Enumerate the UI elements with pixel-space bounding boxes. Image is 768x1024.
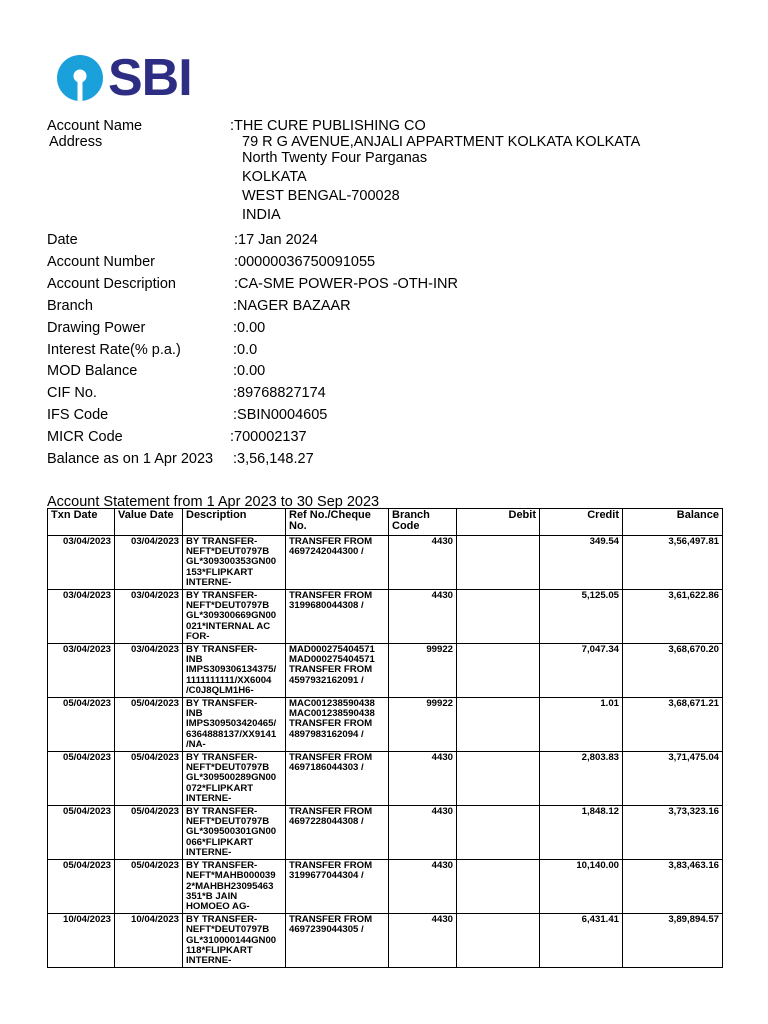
debit — [457, 806, 540, 860]
txn-date: 10/04/2023 — [48, 914, 115, 968]
balance: 3,73,323.16 — [623, 806, 723, 860]
debit — [457, 536, 540, 590]
debit — [457, 590, 540, 644]
debit — [457, 914, 540, 968]
description: BY TRANSFER- NEFT*DEUT0797B GL*310000144GN00 118*FLIPKART INTERNE- — [183, 914, 286, 968]
header-value-date: Value Date — [115, 509, 183, 536]
sbi-logo — [56, 49, 192, 107]
date-value: :17 Jan 2024 — [234, 232, 318, 248]
account-number-value: :00000036750091055 — [234, 254, 376, 270]
txn-date: 05/04/2023 — [48, 860, 115, 914]
table-row — [48, 860, 723, 914]
balance: 3,71,475.04 — [623, 752, 723, 806]
value-date: 10/04/2023 — [115, 914, 183, 968]
branch-code: 99922 — [389, 698, 457, 752]
header-debit: Debit — [457, 509, 540, 536]
cif-no-label: CIF No. — [47, 385, 97, 401]
mod-balance-label: MOD Balance — [47, 363, 138, 379]
interest-rate-value: :0.0 — [233, 342, 258, 358]
sbi-logo-text: SBI — [108, 49, 192, 107]
description: BY TRANSFER- INB IMPS309306134375/ 1111111111/XX6004 /C0J8QLM1H6- — [183, 644, 286, 698]
debit — [457, 644, 540, 698]
branch-code: 4430 — [389, 914, 457, 968]
ref-no: TRANSFER FROM 3199680044308 / — [286, 590, 389, 644]
txn-date: 05/04/2023 — [48, 698, 115, 752]
value-date: 05/04/2023 — [115, 860, 183, 914]
value-date: 05/04/2023 — [115, 698, 183, 752]
txn-date: 03/04/2023 — [48, 590, 115, 644]
debit — [457, 752, 540, 806]
table-row — [48, 752, 723, 806]
ref-no: TRANSFER FROM 4697242044300 / — [286, 536, 389, 590]
branch-code: 4430 — [389, 536, 457, 590]
account-name-value: :THE CURE PUBLISHING CO — [230, 118, 426, 134]
description: BY TRANSFER- NEFT*DEUT0797B GL*309500301GN00 066*FLIPKART INTERNE- — [183, 806, 286, 860]
header-ref-no: Ref No./Cheque No. — [286, 509, 389, 536]
credit: 2,803.83 — [540, 752, 623, 806]
value-date: 05/04/2023 — [115, 806, 183, 860]
drawing-power-value: :0.00 — [233, 320, 266, 336]
interest-rate-label: Interest Rate(% p.a.) — [47, 342, 181, 358]
account-description-value: :CA-SME POWER-POS -OTH-INR — [234, 276, 458, 292]
credit: 10,140.00 — [540, 860, 623, 914]
txn-date: 05/04/2023 — [48, 806, 115, 860]
account-name-label: Account Name — [47, 118, 143, 134]
balance: 3,56,497.81 — [623, 536, 723, 590]
ref-no: TRANSFER FROM 4697228044308 / — [286, 806, 389, 860]
balance: 3,68,671.21 — [623, 698, 723, 752]
ref-no: TRANSFER FROM 4697186044303 / — [286, 752, 389, 806]
txn-date: 05/04/2023 — [48, 752, 115, 806]
branch-code: 4430 — [389, 752, 457, 806]
table-row — [48, 644, 723, 698]
ref-no: TRANSFER FROM 3199677044304 / — [286, 860, 389, 914]
ref-no: TRANSFER FROM 4697239044305 / — [286, 914, 389, 968]
credit: 1.01 — [540, 698, 623, 752]
mod-balance-value: :0.00 — [233, 363, 266, 379]
header-txn-date: Txn Date — [48, 509, 115, 536]
account-description-label: Account Description — [47, 276, 176, 292]
address-line-3: KOLKATA — [242, 169, 307, 185]
table-row — [48, 590, 723, 644]
table-row — [48, 698, 723, 752]
description: BY TRANSFER- NEFT*MAHB000039 2*MAHBH23095463 351*B JAIN HOMOEO AG- — [183, 860, 286, 914]
header-description: Description — [183, 509, 286, 536]
ifs-code-value: :SBIN0004605 — [233, 407, 328, 423]
address-line-1: 79 R G AVENUE,ANJALI APPARTMENT KOLKATA KOLKATA — [242, 134, 641, 150]
micr-code-value: :700002137 — [230, 429, 307, 445]
credit: 349.54 — [540, 536, 623, 590]
txn-date: 03/04/2023 — [48, 644, 115, 698]
branch-label: Branch — [47, 298, 93, 314]
balance: 3,68,670.20 — [623, 644, 723, 698]
credit: 1,848.12 — [540, 806, 623, 860]
table-row — [48, 536, 723, 590]
table-row — [48, 914, 723, 968]
description: BY TRANSFER- INB IMPS309503420465/ 6364888137/XX9141 /NA- — [183, 698, 286, 752]
debit — [457, 860, 540, 914]
ifs-code-label: IFS Code — [47, 407, 109, 423]
micr-code-label: MICR Code — [47, 429, 123, 445]
ref-no: MAD000275404571 MAD000275404571 TRANSFER FROM 4597932162091 / — [286, 644, 389, 698]
description: BY TRANSFER- NEFT*DEUT0797B GL*309500289GN00 072*FLIPKART INTERNE- — [183, 752, 286, 806]
table-row — [48, 806, 723, 860]
statement-title: Account Statement from 1 Apr 2023 to 30 Sep 2023 — [47, 494, 380, 510]
opening-balance-value: :3,56,148.27 — [233, 451, 314, 467]
description: BY TRANSFER- NEFT*DEUT0797B GL*309300669GN00 021*INTERNAL AC FOR- — [183, 590, 286, 644]
header-credit: Credit — [540, 509, 623, 536]
branch-code: 4430 — [389, 860, 457, 914]
credit: 5,125.05 — [540, 590, 623, 644]
txn-date: 03/04/2023 — [48, 536, 115, 590]
drawing-power-label: Drawing Power — [47, 320, 146, 336]
address-line-4: WEST BENGAL-700028 — [242, 188, 400, 204]
cif-no-value: :89768827174 — [233, 385, 326, 401]
header-branch-code: Branch Code — [389, 509, 457, 536]
value-date: 03/04/2023 — [115, 536, 183, 590]
balance: 3,61,622.86 — [623, 590, 723, 644]
date-label: Date — [47, 232, 78, 248]
credit: 7,047.34 — [540, 644, 623, 698]
branch-code: 99922 — [389, 644, 457, 698]
transactions-table — [47, 508, 723, 968]
address-line-5: INDIA — [242, 207, 281, 223]
value-date: 03/04/2023 — [115, 644, 183, 698]
balance: 3,83,463.16 — [623, 860, 723, 914]
credit: 6,431.41 — [540, 914, 623, 968]
opening-balance-label: Balance as on 1 Apr 2023 — [47, 451, 214, 467]
branch-value: :NAGER BAZAAR — [233, 298, 351, 314]
table-header-row — [48, 509, 723, 536]
value-date: 05/04/2023 — [115, 752, 183, 806]
header-balance: Balance — [623, 509, 723, 536]
account-number-label: Account Number — [47, 254, 155, 270]
address-line-2: North Twenty Four Parganas — [242, 150, 428, 166]
branch-code: 4430 — [389, 590, 457, 644]
address-label: Address — [49, 134, 103, 150]
sbi-keyhole-circle-icon — [56, 54, 104, 102]
balance: 3,89,894.57 — [623, 914, 723, 968]
description: BY TRANSFER- NEFT*DEUT0797B GL*309300353GN00 153*FLIPKART INTERNE- — [183, 536, 286, 590]
debit — [457, 698, 540, 752]
branch-code: 4430 — [389, 806, 457, 860]
value-date: 03/04/2023 — [115, 590, 183, 644]
ref-no: MAC001238590438 MAC001238590438 TRANSFER FROM 4897983162094 / — [286, 698, 389, 752]
